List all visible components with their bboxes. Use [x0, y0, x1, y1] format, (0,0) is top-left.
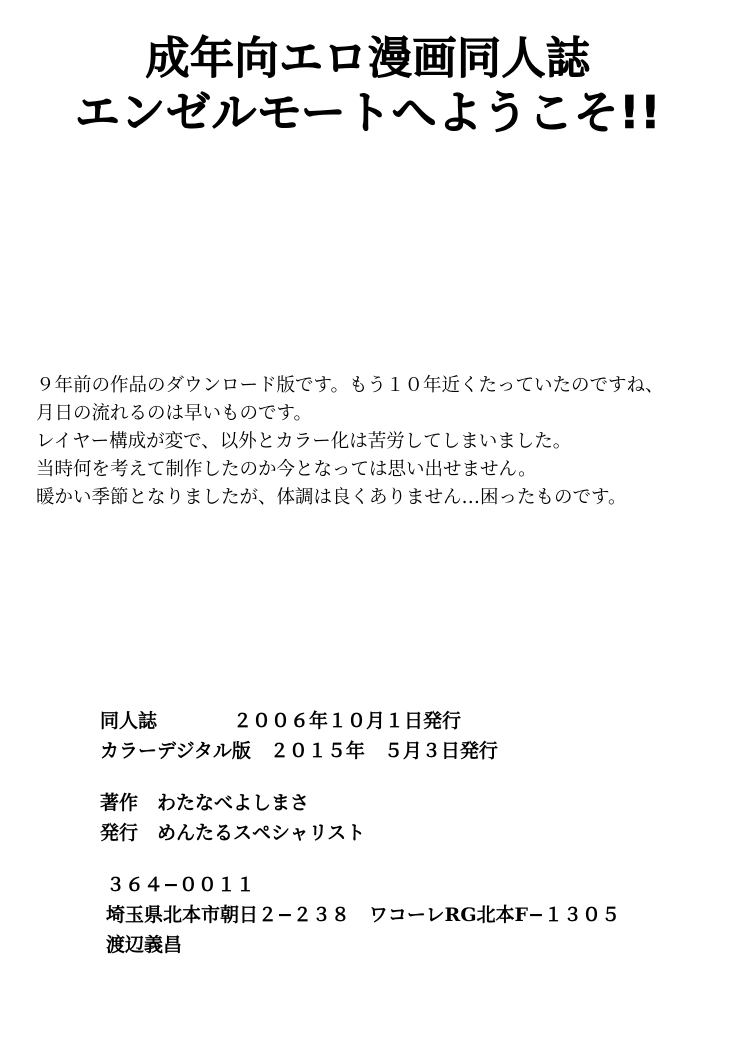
colophon [100, 706, 700, 960]
publication-line-1: 同人誌 ２００６年１０月１日発行 [100, 710, 462, 732]
note-line-3: レイヤー構成が変で、以外とカラー化は苦労してしまいました。 [36, 431, 572, 453]
note-line-1: ９年前の作品のダウンロード版です。もう１０年近くたっていたのですね、 [36, 375, 664, 396]
note-line-5: 暖かい季節となりましたが、体調は良くありません…困ったものです。 [36, 487, 627, 509]
title-line-1: 成年向エロ漫画同人誌 [145, 33, 591, 84]
colophon-credits [100, 788, 700, 848]
address-name: 渡辺義昌 [106, 934, 183, 957]
address-postal-code: ３６４−００１１ [106, 874, 255, 897]
afterword-note [36, 372, 708, 513]
page-title [0, 32, 736, 141]
credit-publisher: 発行 めんたるスペシャリスト [100, 822, 366, 845]
colophon-address [100, 870, 700, 960]
note-line-2: 月日の流れるのは早いものです。 [36, 403, 313, 425]
colophon-publication [100, 706, 700, 766]
note-line-4: 当時何を考えて制作したのか今となっては思い出せません。 [36, 459, 537, 481]
credit-author: 著作 わたなべよしまさ [100, 792, 310, 815]
title-line-2: エンゼルモートへようこそ!! [74, 85, 662, 139]
address-street: 埼玉県北本市朝日２−２３８ ワコーレRG北本F−１３０５ [106, 904, 620, 927]
publication-line-2: カラーデジタル版 ２０１５年 ５月３日発行 [100, 740, 498, 763]
